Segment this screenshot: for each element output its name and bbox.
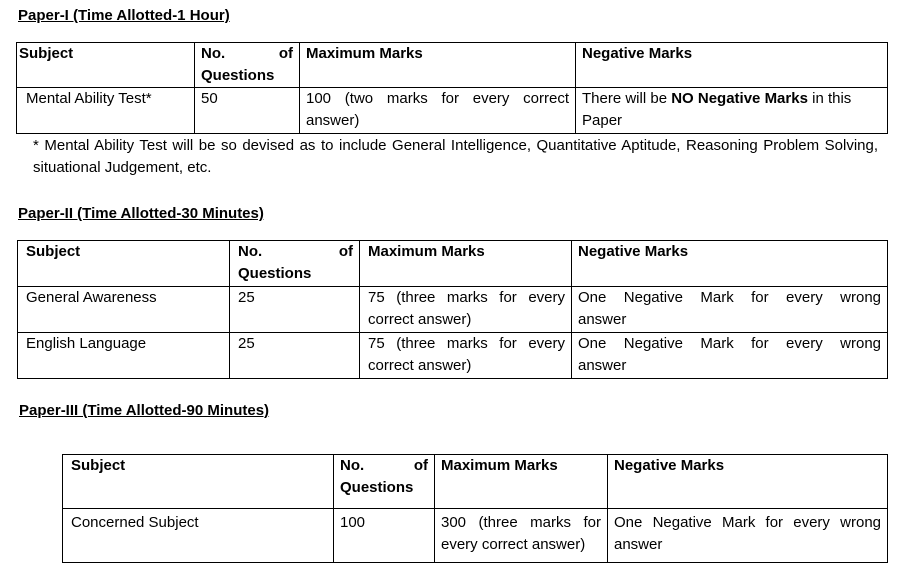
header-questions-label: Questions bbox=[238, 265, 312, 282]
neg-marks-line2: answer bbox=[578, 311, 627, 328]
max-marks-line1: 75 (three marks for every bbox=[368, 335, 565, 352]
cell-negative-marks bbox=[572, 333, 888, 379]
max-marks-line2: every correct answer) bbox=[441, 536, 586, 553]
header-questions-of: of bbox=[278, 45, 293, 62]
table-row bbox=[17, 88, 888, 134]
table-header-row bbox=[17, 43, 888, 88]
max-marks-line1: 300 (three marks for bbox=[441, 514, 601, 531]
neg-marks-line1: One Negative Mark for every wrong bbox=[578, 289, 881, 306]
max-marks-line2: answer) bbox=[306, 112, 360, 129]
neg-marks-line1: One Negative Mark for every wrong bbox=[614, 514, 881, 531]
max-marks-line1: 100 (two marks for every correct bbox=[306, 90, 569, 107]
neg-text-bold: NO Negative Marks bbox=[671, 90, 808, 107]
paper1-table bbox=[16, 42, 888, 134]
paper1-heading: Paper-I (Time Allotted-1 Hour) bbox=[18, 7, 230, 24]
cell-max-marks bbox=[435, 509, 608, 563]
header-questions-label: Questions bbox=[201, 67, 275, 84]
table-row bbox=[18, 287, 888, 333]
neg-text-post: in this bbox=[807, 90, 852, 107]
cell-subject: English Language bbox=[18, 333, 230, 379]
cell-max-marks bbox=[300, 88, 576, 134]
header-negative-marks: Negative Marks bbox=[608, 455, 888, 509]
cell-subject: Mental Ability Test* bbox=[17, 88, 195, 134]
header-questions bbox=[334, 455, 435, 509]
max-marks-line1: 75 (three marks for every bbox=[368, 289, 565, 306]
paper2-table bbox=[17, 240, 888, 379]
header-questions-no: No. bbox=[238, 243, 263, 260]
header-questions bbox=[195, 43, 300, 88]
cell-negative-marks bbox=[576, 88, 888, 134]
cell-max-marks bbox=[360, 333, 572, 379]
cell-negative-marks bbox=[572, 287, 888, 333]
cell-questions: 25 bbox=[230, 333, 360, 379]
cell-max-marks bbox=[360, 287, 572, 333]
neg-marks-line2: answer bbox=[578, 357, 627, 374]
header-questions-label: Questions bbox=[340, 479, 414, 496]
table-header-row bbox=[63, 455, 888, 509]
header-questions bbox=[230, 241, 360, 287]
neg-marks-line1: One Negative Mark for every wrong bbox=[578, 335, 881, 352]
neg-marks-line2: answer bbox=[614, 536, 663, 553]
header-subject: Subject bbox=[63, 455, 334, 509]
neg-text-line2: Paper bbox=[582, 112, 623, 129]
cell-questions: 25 bbox=[230, 287, 360, 333]
table-header-row bbox=[18, 241, 888, 287]
cell-subject: Concerned Subject bbox=[63, 509, 334, 563]
header-negative-marks: Negative Marks bbox=[572, 241, 888, 287]
header-questions-no: No. bbox=[201, 45, 226, 62]
header-subject: Subject bbox=[17, 43, 195, 88]
header-questions-of: of bbox=[338, 243, 353, 260]
header-subject: Subject bbox=[18, 241, 230, 287]
header-max-marks: Maximum Marks bbox=[300, 43, 576, 88]
paper3-table bbox=[62, 454, 888, 563]
cell-negative-marks bbox=[608, 509, 888, 563]
table-row bbox=[18, 333, 888, 379]
max-marks-line2: correct answer) bbox=[368, 357, 472, 374]
header-max-marks: Maximum Marks bbox=[435, 455, 608, 509]
header-max-marks: Maximum Marks bbox=[360, 241, 572, 287]
paper3-heading: Paper-III (Time Allotted-90 Minutes) bbox=[19, 402, 270, 419]
header-questions-of: of bbox=[413, 457, 428, 474]
cell-questions: 100 bbox=[334, 509, 435, 563]
neg-text-pre: There will be bbox=[582, 90, 672, 107]
table-row bbox=[63, 509, 888, 563]
cell-questions: 50 bbox=[195, 88, 300, 134]
header-questions-no: No. bbox=[340, 457, 365, 474]
paper1-footnote: * Mental Ability Test will be so devised as to include General Intelligence, Quantitative Aptitude, Reasoning Problem Solving, situational Judgement, etc. bbox=[33, 137, 878, 176]
max-marks-line2: correct answer) bbox=[368, 311, 472, 328]
paper2-heading: Paper-II (Time Allotted-30 Minutes) bbox=[18, 205, 264, 222]
cell-subject: General Awareness bbox=[18, 287, 230, 333]
header-negative-marks: Negative Marks bbox=[576, 43, 888, 88]
